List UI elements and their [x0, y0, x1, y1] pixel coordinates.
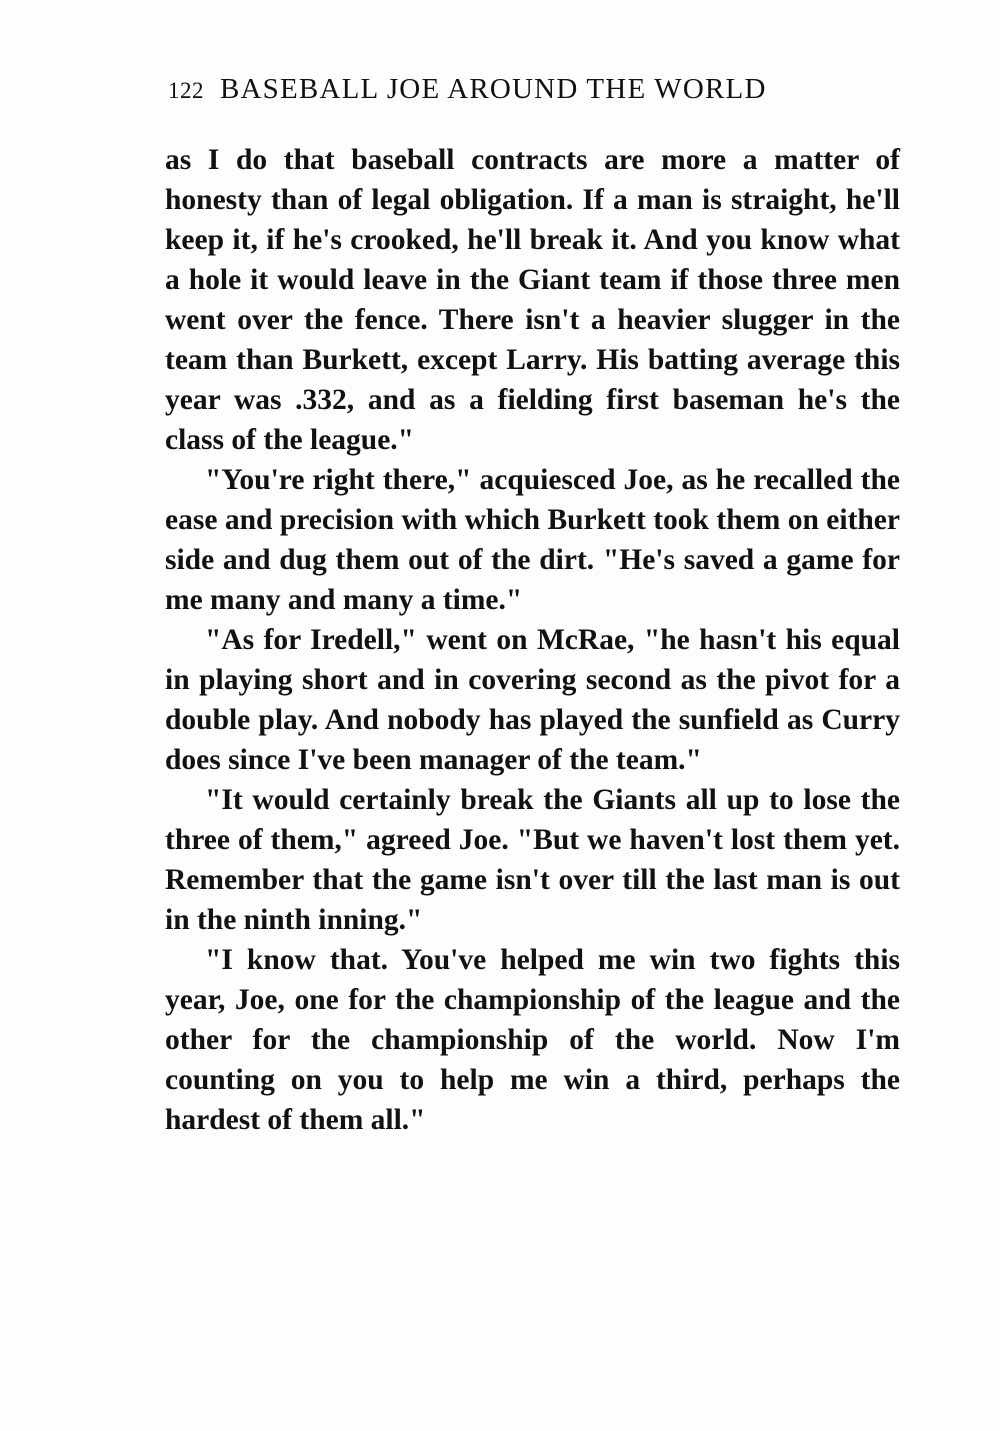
paragraph: "You're right there," acquiesced Joe, as he recalled the ease and precision with which Burkett took them on either side and dug them out of the dirt. "He's saved a game for me many and many a time.": [165, 464, 900, 616]
paragraph: "As for Iredell," went on McRae, "he hasn't his equal in playing short and in covering second as the pivot for a double play. And nobody has played the sunfield as Curry does since I've been manager of the team.": [165, 624, 900, 776]
paragraph: as I do that baseball contracts are more a matter of honesty than of legal obligation. If a man is straight, he'll keep it, if he's crooked, he'll break it. And you know what a hole it would leave in the Giant team if those three men went over the fence. There isn't a heavier slugger in the team than Burkett, except Larry. His batting average this year was .332, and as a fielding first baseman he's the class of the league.": [165, 144, 900, 456]
paragraph: "I know that. You've helped me win two fights this year, Joe, one for the championship of the league and the other for the championship of the world. Now I'm counting on you to help me win a third, perhaps the hardest of them all.": [165, 944, 900, 1136]
paragraph: "It would certainly break the Giants all up to lose the three of them," agreed Joe. "But we haven't lost them yet. Remember that the game isn't over till the last man is out in the ninth inning.": [165, 784, 900, 936]
running-title: BASEBALL JOE AROUND THE WORLD: [220, 73, 767, 105]
page-header: [168, 72, 880, 106]
body-text: [165, 140, 900, 1140]
page-number: 122: [168, 78, 204, 103]
